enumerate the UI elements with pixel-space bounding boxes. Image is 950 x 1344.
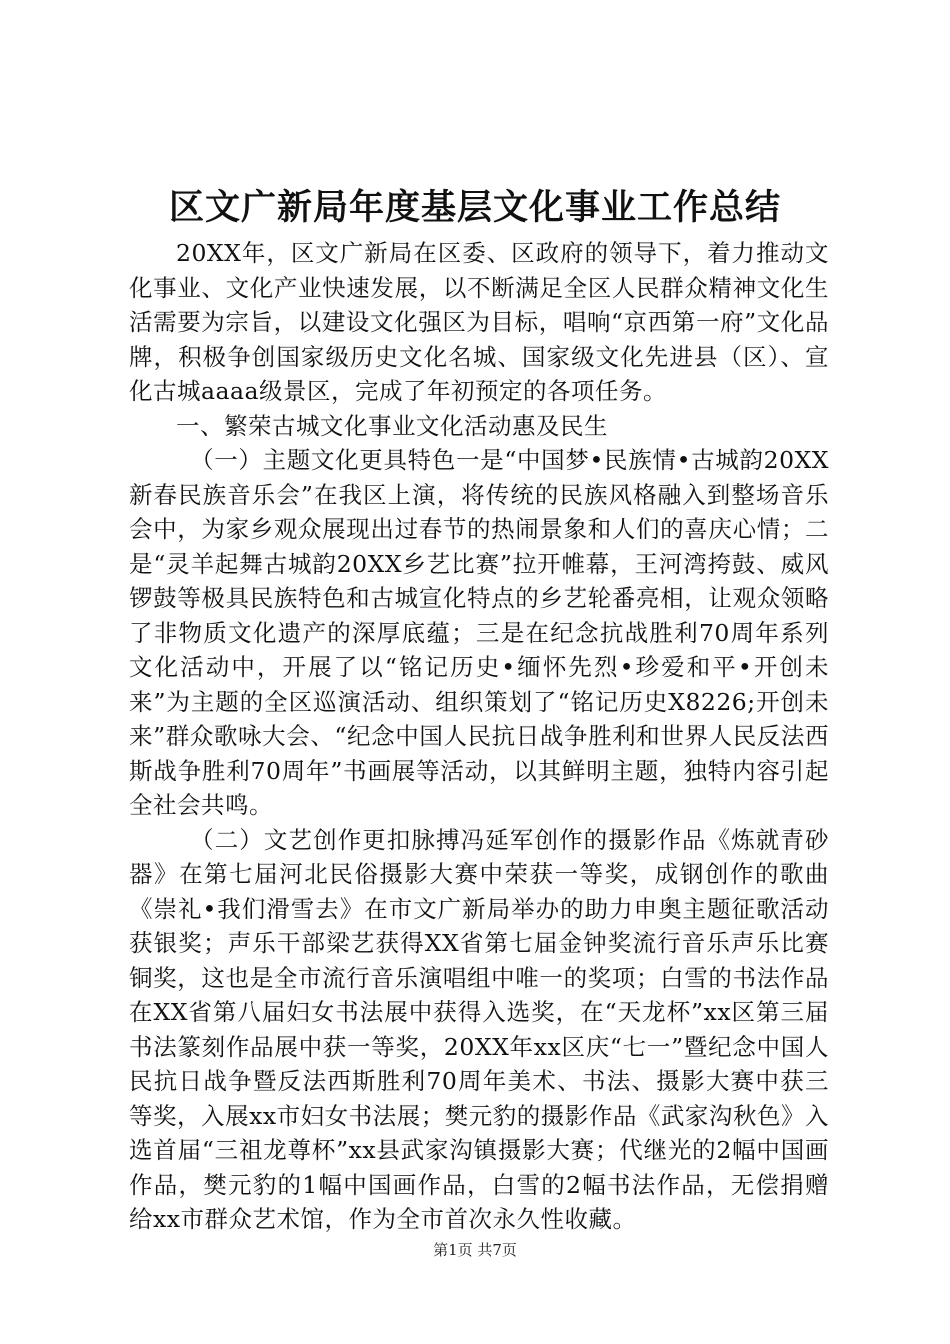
subsection-paragraph-1: （一）主题文化更具特色一是“中国梦•民族情•古城韵20XX新春民族音乐会”在我区上演，将传统的民族风格融入到整场音乐会中，为家乡观众展现出过春节的热闹景象和人们的喜庆心情；二是“灵羊起舞古城韵20XX乡艺比赛”拉开帷幕，王河湾挎鼓、威风锣鼓等极具民族特色和古城宣化特点的乡艺轮番亮相，让观众领略了非物质文化遗产的深厚底蕴；三是在纪念抗战胜利70周年系列文化活动中，开展了以“铭记历史•缅怀先烈•珍爱和平•开创未来”为主题的全区巡演活动、组织策划了“铭记历史X8226;开创未来”群众歌咏大会、“纪念中国人民抗日战争胜利和世界人民反法西斯战争胜利70周年”书画展等活动，以其鲜明主题，独特内容引起全社会共鸣。	[129, 446, 829, 819]
section-heading: 一、繁荣古城文化事业文化活动惠及民生	[176, 411, 608, 440]
subsection-paragraph-2: （二）文艺创作更扣脉搏冯延军创作的摄影作品《炼就青砂器》在第七届河北民俗摄影大赛中荣获一等奖，成钢创作的歌曲《崇礼•我们滑雪去》在市文广新局举办的助力申奥主题征歌活动获银奖；声乐干部梁艺获得XX省第七届金钟奖流行音乐声乐比赛铜奖，这也是全市流行音乐演唱组中唯一的奖项；白雪的书法作品在XX省第八届妇女书法展中获得入选奖，在“天龙杯”xx区第三届书法篆刻作品展中获一等奖，20XX年xx区庆“七一”暨纪念中国人民抗日战争暨反法西斯胜利70周年美术、书法、摄影大赛中获三等奖，入展xx市妇女书法展；樊元豹的摄影作品《武家沟秋色》入选首届“三祖龙尊杯”xx县武家沟镇摄影大赛；代继光的2幅中国画作品，樊元豹的1幅中国画作品，白雪的2幅书法作品，无偿捐赠给xx市群众艺术馆，作为全市首次永久性收藏。	[129, 825, 829, 1233]
page-number: 第1页 共7页	[433, 1241, 517, 1259]
intro-paragraph: 20XX年，区文广新局在区委、区政府的领导下，着力推动文化事业、文化产业快速发展，以不断满足全区人民群众精神文化生活需要为宗旨，以建设文化强区为目标，唱响“京西第一府”文化品牌，积极争创国家级历史文化名城、国家级文化先进县（区）、宣化古城aaaa级景区，完成了年初预定的各项任务。	[129, 239, 829, 405]
document-body	[129, 236, 829, 1237]
document-title: 区文广新局年度基层文化事业工作总结	[168, 187, 781, 228]
